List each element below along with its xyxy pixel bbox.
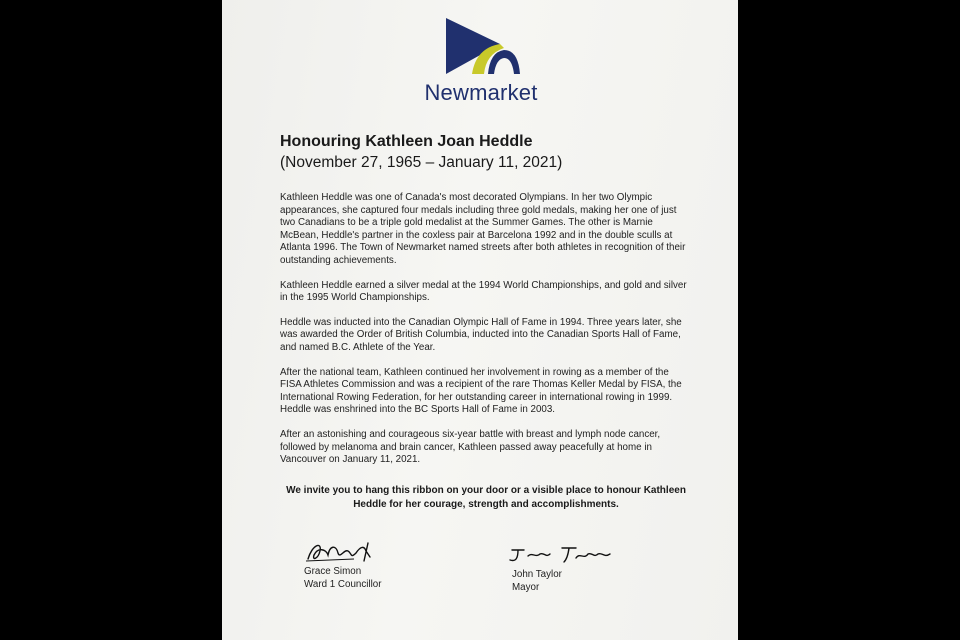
letter-page [222, 0, 738, 640]
newmarket-logo-mark [442, 14, 522, 78]
paragraph: Kathleen Heddle earned a silver medal at the 1994 World Championships, and gold and silver in the 1995 World Championships. [280, 279, 687, 304]
signature-block-john-taylor [512, 546, 616, 594]
page-title: Honouring Kathleen Joan Heddle [280, 133, 533, 150]
paragraph: Heddle was inducted into the Canadian Olympic Hall of Fame in 1994. Three years later, she was awarded the Order of British Columbia, inducted into the Canadian Sports Hall of Fame, and named B.C. Athlete of the Year. [280, 316, 682, 353]
handwritten-signature-grace-simon [304, 537, 380, 565]
letter-body [280, 192, 690, 479]
newmarket-logo [412, 14, 552, 106]
handwritten-signature-john-taylor [506, 542, 616, 568]
life-dates: (November 27, 1965 – January 11, 2021) [280, 154, 563, 171]
invitation-text: We invite you to hang this ribbon on your door or a visible place to honour Kathleen Heddle for her courage, strength and accomplishments. [286, 485, 686, 510]
newmarket-wordmark: Newmarket [424, 80, 538, 105]
signatory-role: Mayor [512, 582, 540, 593]
signatory-name: John Taylor [512, 569, 562, 580]
paragraph: After the national team, Kathleen continued her involvement in rowing as a member of the FISA Athletes Commission and was a recipient of the rare Thomas Keller Medal by FISA, the International Rowing Federation, for her outstanding career in international rowing in 1999. Heddle was enshrined into the BC Sports Hall of Fame in 2003. [280, 366, 682, 416]
signature-block-grace-simon [304, 537, 382, 591]
signatory-name: Grace Simon [304, 566, 362, 577]
signatory-role: Ward 1 Councillor [304, 579, 382, 590]
paragraph: After an astonishing and courageous six-year battle with breast and lymph node cancer, followed by melanoma and brain cancer, Kathleen passed away peacefully at home in Vancouver on January 11, 2021. [280, 428, 661, 466]
paragraph: Kathleen Heddle was one of Canada's most decorated Olympians. In her two Olympic appearances, she captured four medals including three gold medals, making her one of just two Canadians to be a triple gold medalist at the Summer Games. The other is Marnie McBean, Heddle's partner in the coxless pair at Barcelona 1992 and in the double sculls at Atlanta 1996. The Town of Newmarket named streets after both athletes in recognition of their outstanding achievements. [280, 192, 686, 266]
heading-block [280, 133, 562, 172]
